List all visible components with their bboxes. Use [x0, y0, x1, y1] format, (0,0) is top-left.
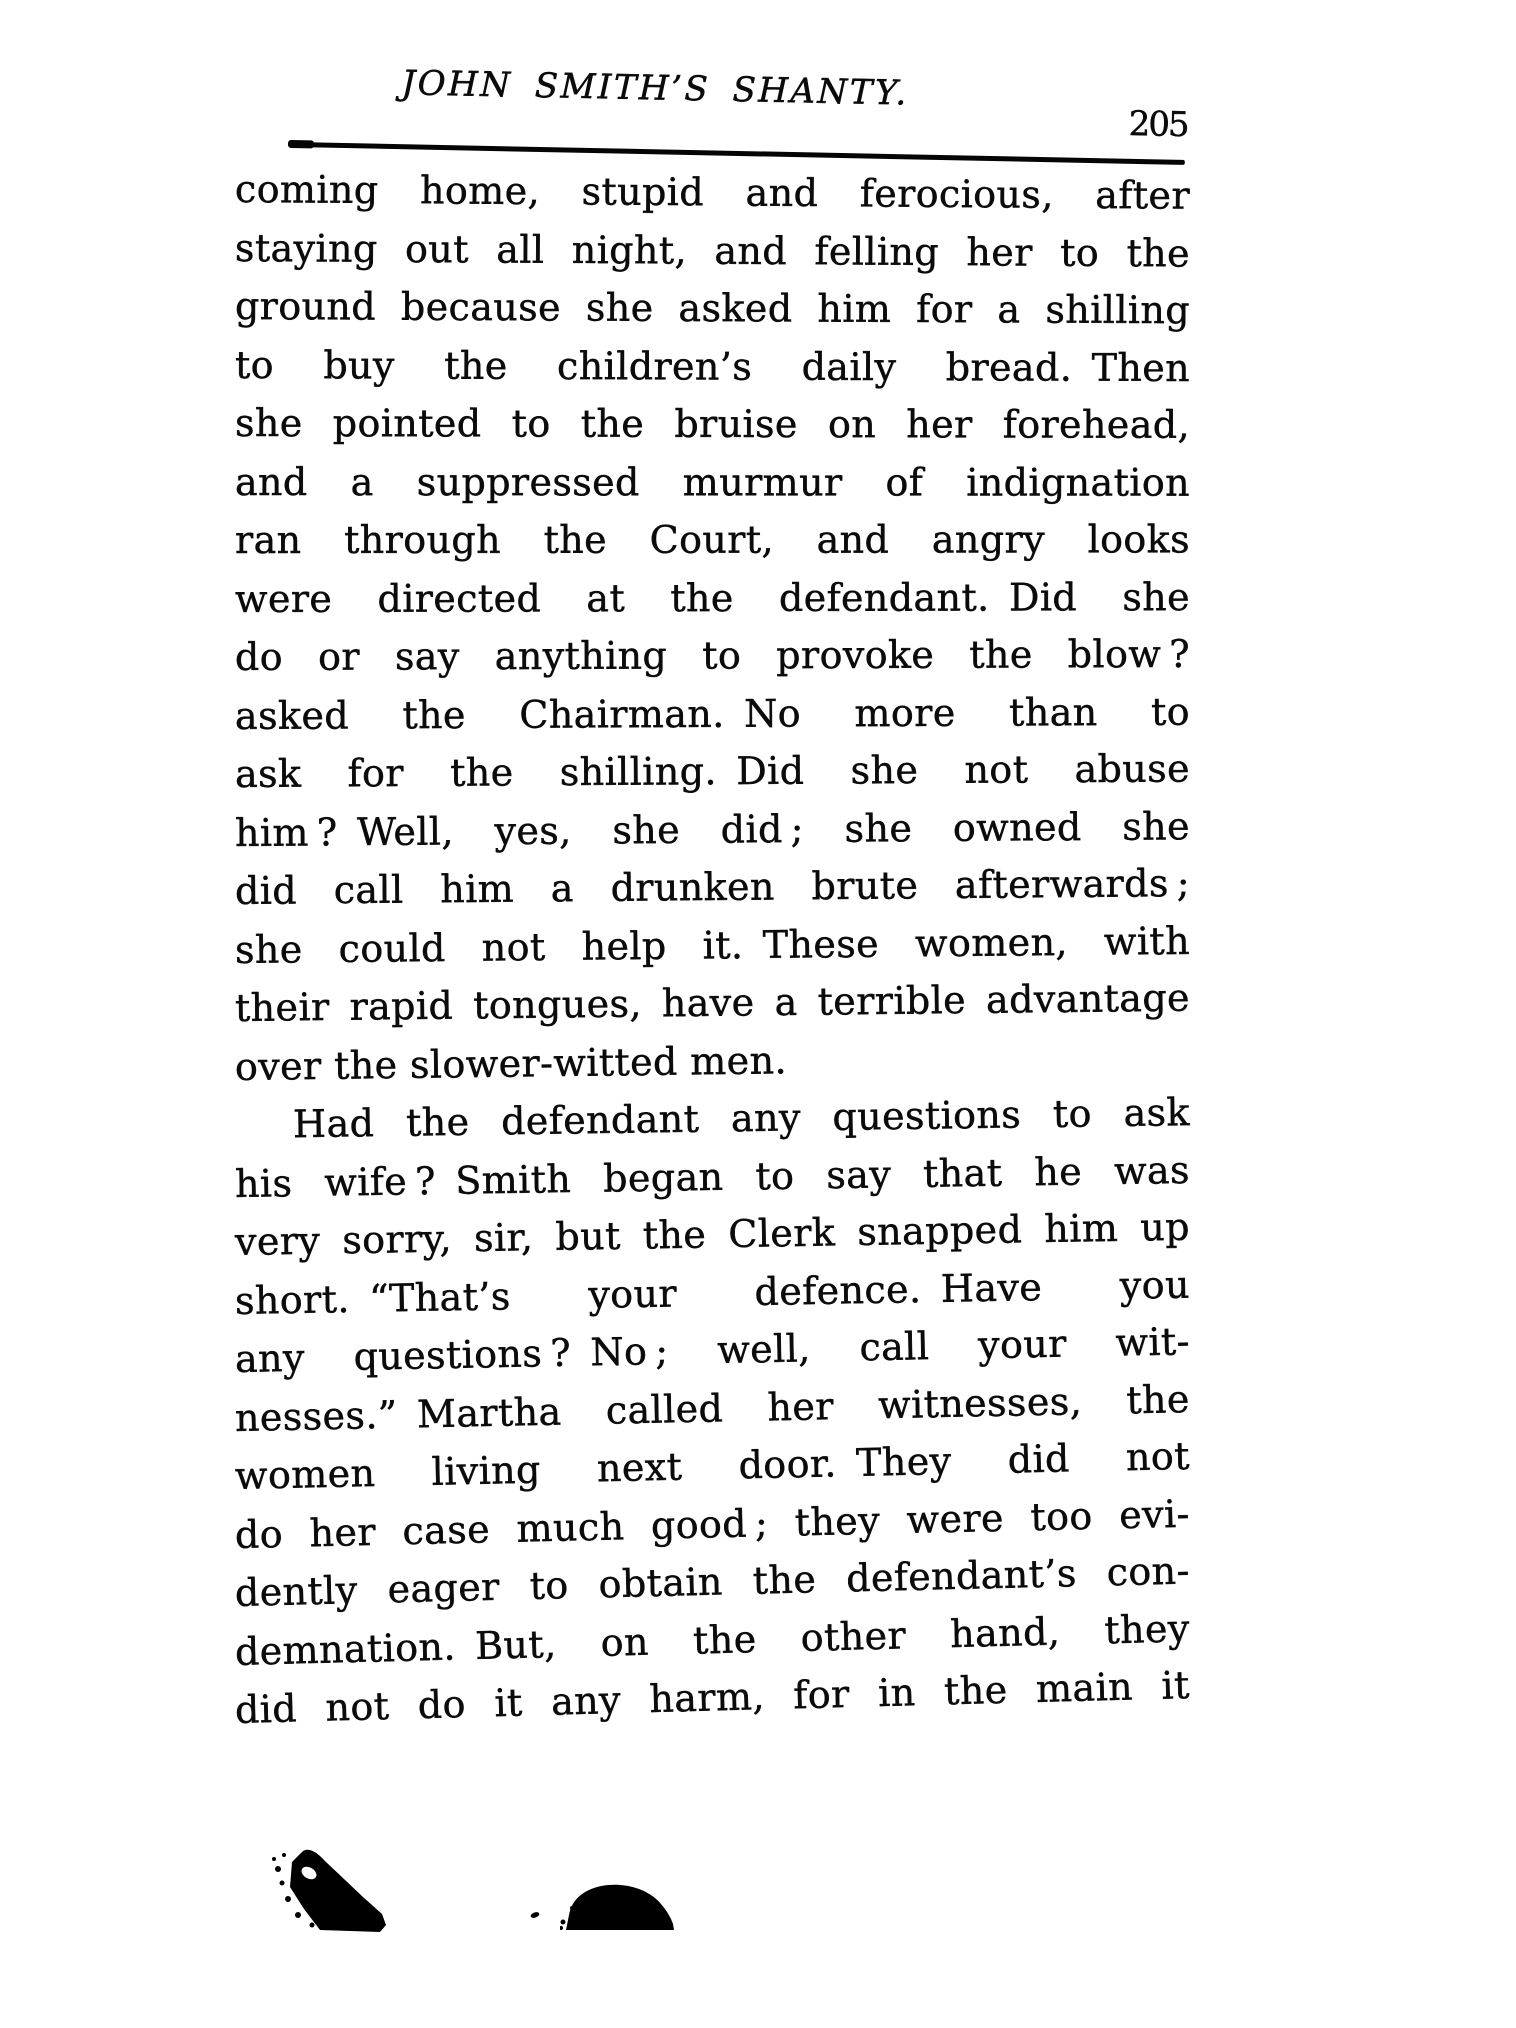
text-block	[235, 160, 1190, 1740]
paragraph	[235, 160, 1190, 1096]
text-line: their rapid tongues, have a terrible advantage	[234, 975, 1191, 1030]
text-line: nesses.” Martha called her witnesses, the	[234, 1376, 1191, 1440]
text-line: very sorry, sir, but the Clerk snapped him up	[234, 1204, 1191, 1264]
text-line: women living next door. They did not	[234, 1433, 1191, 1498]
text-line: asked the Chairman. No more than to	[234, 689, 1191, 738]
text-line: she could not help it. These women, with	[234, 918, 1191, 972]
text-line: did not do it any harm, for in the main it	[234, 1662, 1191, 1732]
text-line: staying out all night, and felling her to the	[234, 225, 1191, 275]
page-number: 205	[1128, 103, 1188, 146]
text-line: did call him a drunken brute afterwards ;	[234, 861, 1191, 913]
large-diagonal-ink-blot-icon	[268, 1847, 393, 1935]
text-line: Had the defendant any questions to ask	[292, 1090, 1191, 1147]
text-line: coming home, stupid and ferocious, after	[234, 167, 1191, 218]
text-line: ask for the shilling. Did she not abuse	[234, 746, 1191, 796]
rounded-ink-blot-icon	[560, 1882, 680, 1932]
text-line: any questions ? No ; well, call your wit-	[234, 1319, 1191, 1381]
running-title: JOHN SMITH’S SHANTY.	[401, 63, 910, 114]
text-line: dently eager to obtain the defendant’s con-	[234, 1548, 1191, 1615]
text-line: ground because she asked him for a shilling	[234, 284, 1191, 333]
text-line: she pointed to the bruise on her forehead,	[234, 401, 1191, 447]
text-line: over the slower-witted men.	[234, 1037, 788, 1089]
text-line: to buy the children’s daily bread. Then	[234, 342, 1191, 390]
paragraph	[234, 1090, 1191, 1740]
text-line: demnation. But, on the other hand, they	[234, 1605, 1191, 1674]
tiny-ink-speck-icon	[529, 1910, 541, 1920]
text-line: his wife ? Smith began to say that he was	[234, 1147, 1191, 1206]
text-line: short. “That’s your defence. Have you	[234, 1262, 1191, 1323]
text-line: do her case much good ; they were too evi-	[234, 1491, 1191, 1557]
text-line: ran through the Court, and angry looks	[234, 517, 1191, 562]
text-line: were directed at the defendant. Did she	[234, 574, 1191, 621]
text-line: him ? Well, yes, she did ; she owned she	[234, 803, 1191, 855]
text-line: and a suppressed murmur of indignation	[234, 459, 1191, 505]
page-header	[234, 60, 1190, 149]
text-line: do or say anything to provoke the blow ?	[234, 631, 1191, 679]
